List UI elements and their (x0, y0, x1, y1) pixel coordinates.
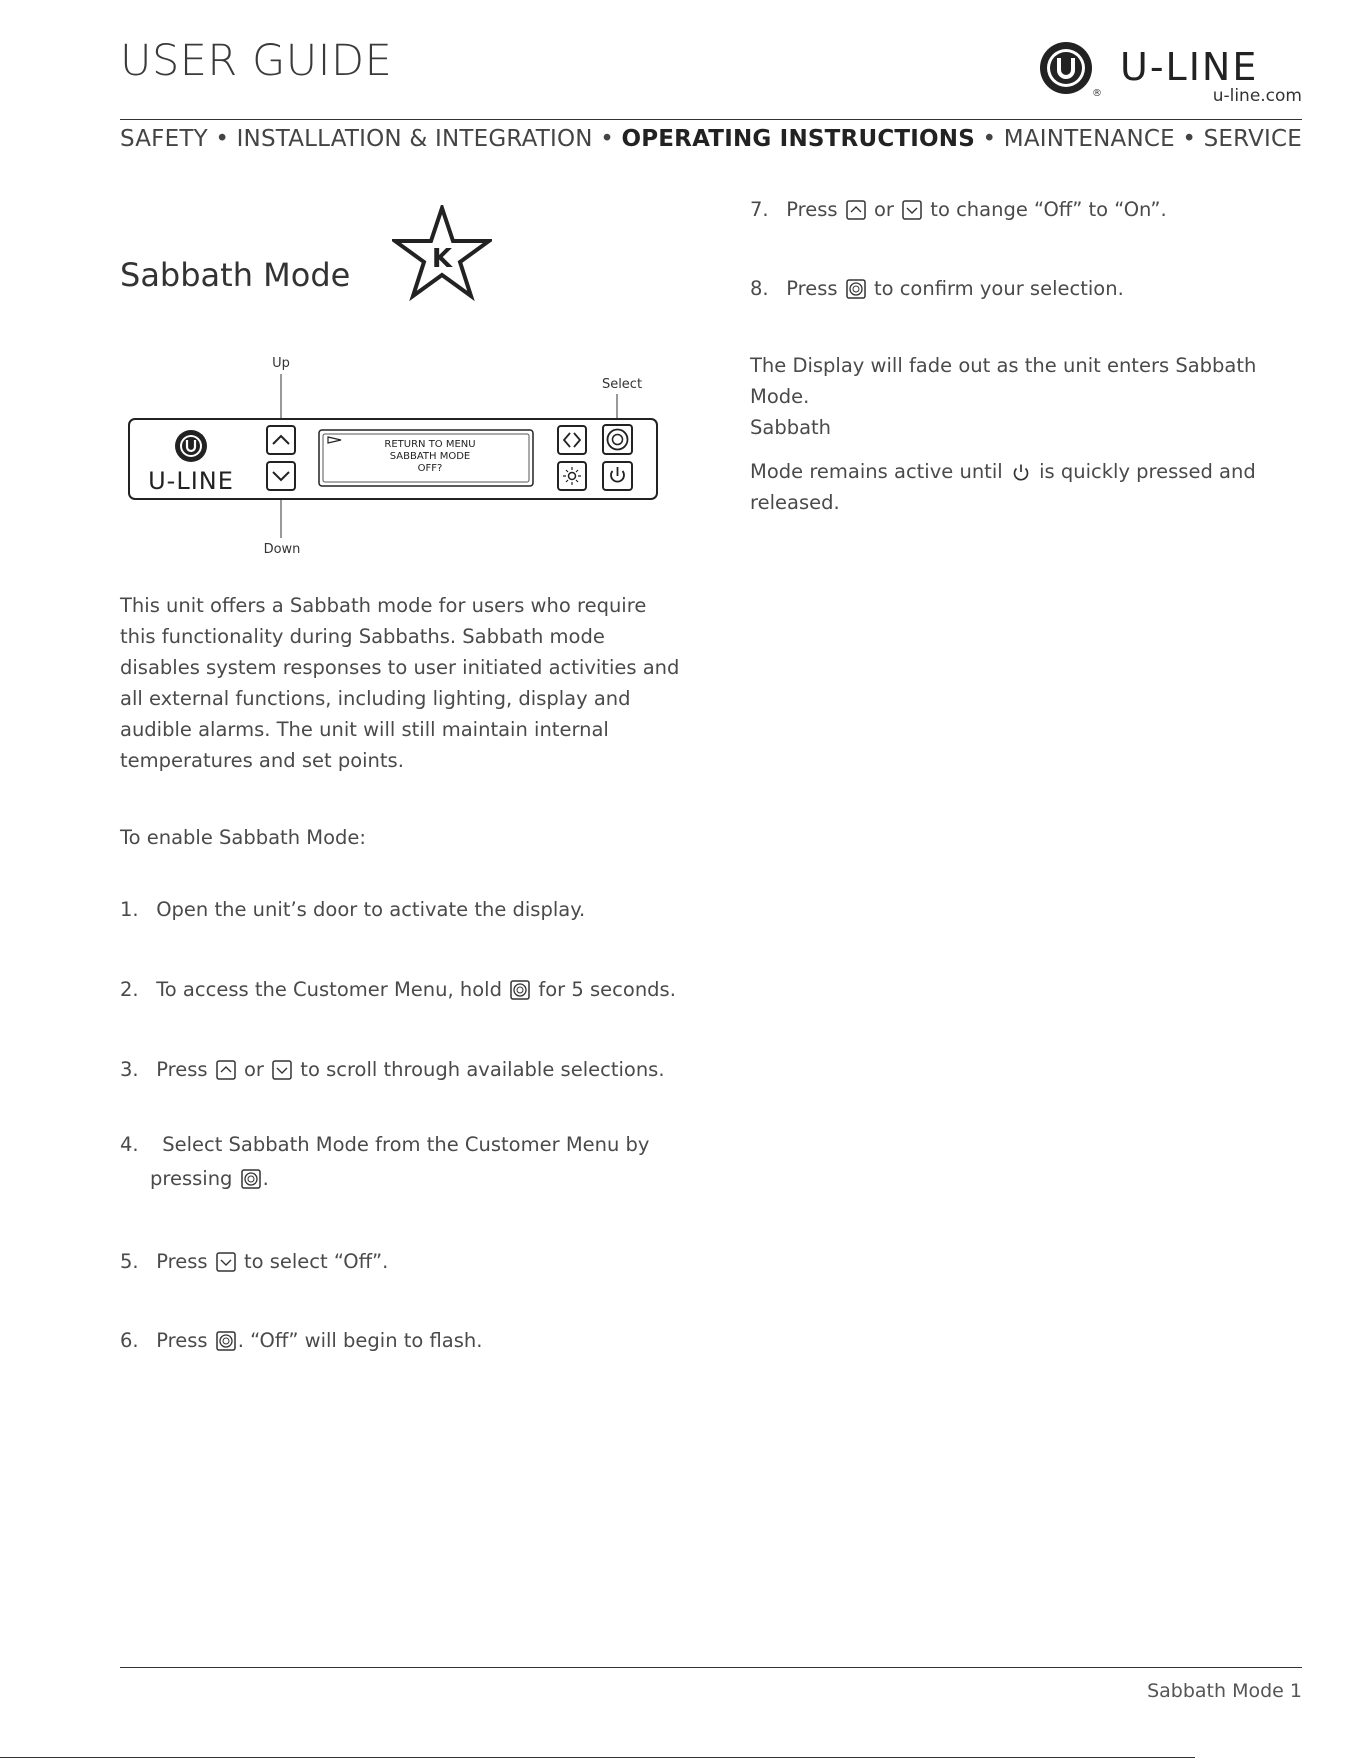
step-text: Press (786, 198, 838, 221)
mode-remains-line-2: released. (750, 491, 840, 514)
down-button-icon (267, 462, 295, 490)
step-number: 7. (750, 198, 769, 221)
step-text: Press (156, 1329, 208, 1352)
step-number: 6. (120, 1329, 139, 1352)
nav-separator: • (215, 126, 230, 152)
step-5 (120, 1245, 388, 1279)
step-3 (120, 1053, 665, 1087)
step-text: Press (786, 277, 838, 300)
star-k-kosher-icon (392, 205, 492, 301)
step-text: to select “Off”. (243, 1250, 389, 1273)
left-right-button-icon (558, 426, 586, 454)
step-text: Press (156, 1058, 208, 1081)
select-button-icon (510, 980, 530, 1000)
display-fade-line-2: Sabbath (750, 416, 832, 439)
step-7 (750, 193, 1167, 227)
mode-remains-text: Mode remains active until (750, 460, 1003, 483)
page-header-title: USER GUIDE (120, 36, 393, 86)
down-button-icon (902, 200, 922, 220)
page-footer-label: Sabbath Mode 1 (1147, 1680, 1302, 1702)
up-button-icon (267, 426, 295, 454)
display-fade-note (750, 350, 1310, 443)
display-line-1: RETURN TO MENU (384, 439, 476, 450)
nav-item-safety: SAFETY (120, 126, 208, 152)
nav-item-service: SERVICE (1203, 126, 1302, 152)
step-text: . “Off” will begin to flash. (237, 1329, 483, 1352)
step-text: or (243, 1058, 264, 1081)
power-button-icon (603, 462, 632, 490)
panel-brand: U-LINE (148, 467, 234, 495)
header-divider (120, 119, 1302, 120)
step-number: 2. (120, 978, 139, 1001)
brand-wordmark: U-LINE (1120, 45, 1259, 89)
display-screen (319, 430, 533, 486)
kosher-letter: K (431, 244, 453, 274)
label-down: Down (263, 542, 301, 557)
down-button-icon (272, 1060, 292, 1080)
step-text: to change “Off” to “On”. (930, 198, 1167, 221)
select-button-icon (603, 425, 632, 454)
mode-remains-text: is quickly pressed and (1039, 460, 1256, 483)
power-icon (1011, 462, 1031, 482)
mode-remains-note (750, 456, 1310, 518)
nav-item-operating-instructions: OPERATING INSTRUCTIONS (621, 126, 976, 152)
mode-remains-line-1 (750, 456, 1310, 487)
step-4-continued (150, 1162, 269, 1196)
step-text: Select Sabbath Mode from the Customer Menu by (162, 1133, 650, 1156)
label-select: Select (601, 377, 643, 392)
up-button-icon (216, 1060, 236, 1080)
section-nav (120, 126, 1302, 152)
step-text: To access the Customer Menu, hold (156, 978, 502, 1001)
step-number: 4. (120, 1133, 139, 1156)
step-6 (120, 1324, 482, 1358)
step-text: . (262, 1167, 269, 1190)
registered-mark: ® (1092, 88, 1102, 99)
down-button-icon (216, 1252, 236, 1272)
footer-divider (120, 1667, 1302, 1668)
enable-heading: To enable Sabbath Mode: (120, 826, 366, 849)
nav-item-maintenance: MAINTENANCE (1003, 126, 1175, 152)
nav-item-installation: INSTALLATION & INTEGRATION (236, 126, 593, 152)
page-bottom-edge (0, 1757, 1195, 1758)
step-number: 8. (750, 277, 769, 300)
nav-separator: • (1182, 126, 1197, 152)
intro-paragraph: This unit offers a Sabbath mode for users who require this functionality during Sabbaths. Sabbath mode disables system responses to user initiated activities and all external functions, including lighting, display and audible alarms. The unit will still maintain internal temperatures and set points. (120, 594, 680, 772)
step-text: pressing (150, 1167, 233, 1190)
select-button-icon (241, 1169, 261, 1189)
step-2 (120, 973, 676, 1007)
brand-url: u-line.com (1212, 86, 1302, 106)
step-text: to confirm your selection. (873, 277, 1124, 300)
display-line-2: SABBATH MODE (389, 451, 471, 462)
step-8 (750, 272, 1124, 306)
nav-separator: • (600, 126, 614, 152)
section-title: Sabbath Mode (120, 256, 351, 294)
step-number: 1. (120, 898, 139, 921)
step-text: for 5 seconds. (538, 978, 676, 1001)
light-button-icon (558, 462, 586, 490)
step-number: 5. (120, 1250, 139, 1273)
control-panel-diagram (125, 350, 665, 560)
step-number: 3. (120, 1058, 139, 1081)
nav-separator: • (982, 126, 997, 152)
select-button-icon (846, 279, 866, 299)
step-text: Press (156, 1250, 208, 1273)
step-text: to scroll through available selections. (300, 1058, 665, 1081)
select-button-icon (216, 1331, 236, 1351)
label-up: Up (272, 356, 290, 371)
up-button-icon (846, 200, 866, 220)
step-text: Open the unit’s door to activate the display. (156, 898, 586, 921)
display-line-3: OFF? (417, 463, 443, 474)
step-4 (120, 1128, 649, 1162)
display-fade-line-1: The Display will fade out as the unit enters Sabbath Mode. (750, 354, 1257, 408)
step-1 (120, 893, 585, 927)
step-text: or (873, 198, 894, 221)
